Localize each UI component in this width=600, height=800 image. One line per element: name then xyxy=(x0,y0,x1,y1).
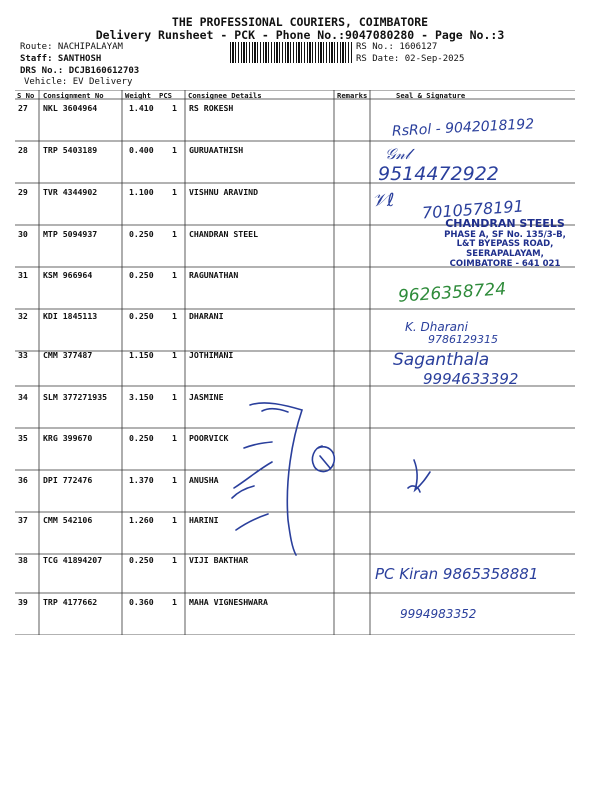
row-pcs: 1 xyxy=(172,229,177,239)
signature-row-38: PC Kiran 9865358881 xyxy=(375,565,539,583)
row-sno: 30 xyxy=(18,229,28,239)
row-consignment: TCG 41894207 xyxy=(43,555,103,565)
row-weight: 1.150 xyxy=(129,350,154,360)
row-weight: 0.250 xyxy=(129,311,154,321)
signature-row-29: 7010578191 xyxy=(421,196,525,223)
row-pcs: 1 xyxy=(172,270,177,280)
row-pcs: 1 xyxy=(172,392,177,402)
row-pcs: 1 xyxy=(172,433,177,443)
staff-label: Staff: SANTHOSH xyxy=(20,54,102,64)
row-pcs: 1 xyxy=(172,350,177,360)
stamp-line-1: PHASE A, SF No. 135/3-B, xyxy=(444,229,566,240)
row-sno: 37 xyxy=(18,515,28,525)
row-weight: 0.250 xyxy=(129,229,154,239)
vehicle-label: Vehicle: EV Delivery xyxy=(24,77,133,87)
row-consignment: SLM 377271935 xyxy=(43,392,108,402)
row-consignee: JOTHIMANI xyxy=(189,350,234,360)
rs-date: RS Date: 02-Sep-2025 xyxy=(356,54,465,64)
runsheet-subtitle: Delivery Runsheet - PCK - Phone No.:9047080280 - Page No.:3 xyxy=(95,28,505,42)
row-sno: 29 xyxy=(18,187,28,197)
row-weight: 3.150 xyxy=(129,392,154,402)
route-label: Route: NACHIPALAYAM xyxy=(20,42,123,52)
row-sno: 38 xyxy=(18,555,28,565)
col-weight: Weight xyxy=(125,91,151,100)
signature-row-39: 9994983352 xyxy=(400,607,477,621)
row-consignment: MTP 5094937 xyxy=(43,229,98,239)
row-pcs: 1 xyxy=(172,145,177,155)
row-sno: 27 xyxy=(18,103,28,113)
row-consignment: KRG 399670 xyxy=(43,433,93,443)
signature-row-31: 9626358724 xyxy=(397,279,507,307)
stamp-line-3: SEERAPALAYAM, xyxy=(466,249,544,260)
row-weight: 1.410 xyxy=(129,103,154,113)
row-pcs: 1 xyxy=(172,597,177,607)
row-weight: 0.250 xyxy=(129,555,154,565)
signature-row-27: RsRol - 9042018192 xyxy=(391,116,535,140)
drs-number: DRS No.: DCJB160612703 xyxy=(20,66,140,76)
row-consignment: TRP 4177662 xyxy=(43,597,98,607)
signature-scribble-row-28: 𝒢𝓃𝓁 xyxy=(385,145,410,163)
row-consignment: TVR 4344902 xyxy=(43,187,98,197)
row-consignment: NKL 3604964 xyxy=(43,103,98,113)
row-sno: 39 xyxy=(18,597,28,607)
row-consignee: VISHNU ARAVIND xyxy=(189,187,259,197)
signature-phone-row-32: 9786129315 xyxy=(428,333,498,346)
col-consignee: Consignee Details xyxy=(188,91,262,100)
row-consignee: HARINI xyxy=(189,515,219,525)
col-sno: S No xyxy=(17,91,35,100)
signature-phone-row-33: 9994633392 xyxy=(423,370,519,388)
row-consignee: ANUSHA xyxy=(189,475,219,485)
row-sno: 28 xyxy=(18,145,28,155)
row-weight: 1.260 xyxy=(129,515,154,525)
row-sno: 34 xyxy=(18,392,28,402)
row-sno: 31 xyxy=(18,270,28,280)
row-pcs: 1 xyxy=(172,103,177,113)
row-consignee: RAGUNATHAN xyxy=(189,270,239,280)
row-sno: 35 xyxy=(18,433,28,443)
col-seal-signature: Seal & Signature xyxy=(396,91,466,100)
stamp-name: CHANDRAN STEELS xyxy=(445,217,565,230)
row-weight: 1.370 xyxy=(129,475,154,485)
row-pcs: 1 xyxy=(172,311,177,321)
signature-row-28: 9514472922 xyxy=(378,163,499,185)
row-weight: 0.400 xyxy=(129,145,154,155)
row-pcs: 1 xyxy=(172,187,177,197)
row-weight: 0.250 xyxy=(129,433,154,443)
row-weight: 0.360 xyxy=(129,597,154,607)
row-pcs: 1 xyxy=(172,515,177,525)
row-consignee: CHANDRAN STEEL xyxy=(189,229,259,239)
row-consignee: JASMINE xyxy=(189,392,224,402)
row-consignment: DPI 772476 xyxy=(43,475,93,485)
row-sno: 36 xyxy=(18,475,28,485)
row-consignment: TRP 5403189 xyxy=(43,145,98,155)
row-sno: 33 xyxy=(18,350,28,360)
col-pcs: PCS xyxy=(159,91,172,100)
row-consignment: CMM 542106 xyxy=(43,515,93,525)
row-weight: 0.250 xyxy=(129,270,154,280)
row-consignment: KSM 966964 xyxy=(43,270,93,280)
rs-number: RS No.: 1606127 xyxy=(356,42,438,52)
row-sno: 32 xyxy=(18,311,28,321)
row-consignee: DHARANI xyxy=(189,311,224,321)
row-consignment: CMM 377487 xyxy=(43,350,93,360)
row-weight: 1.100 xyxy=(129,187,154,197)
signature-name-row-33: Saganthala xyxy=(393,350,490,370)
stamp-line-4: COIMBATORE - 641 021 xyxy=(449,258,561,269)
row-consignee: MAHA VIGNESHWARA xyxy=(189,597,268,607)
col-remarks: Remarks xyxy=(337,91,368,100)
company-title: THE PROFESSIONAL COURIERS, COIMBATORE xyxy=(171,15,429,29)
row-pcs: 1 xyxy=(172,475,177,485)
row-consignee: VIJI BAKTHAR xyxy=(189,555,249,565)
signature-scribble-row-29: 𝒱ℓ xyxy=(372,190,395,211)
row-consignee: RS ROKESH xyxy=(189,103,234,113)
row-pcs: 1 xyxy=(172,555,177,565)
row-consignment: KDI 1845113 xyxy=(43,311,98,321)
col-consignment: Consignment No xyxy=(43,91,104,100)
row-consignee: GURUAATHISH xyxy=(189,145,244,155)
row-consignee: POORVICK xyxy=(189,433,229,443)
stamp-line-2: L&T BYEPASS ROAD, xyxy=(456,239,554,250)
signature-name-row-32: K. Dharani xyxy=(405,320,468,334)
